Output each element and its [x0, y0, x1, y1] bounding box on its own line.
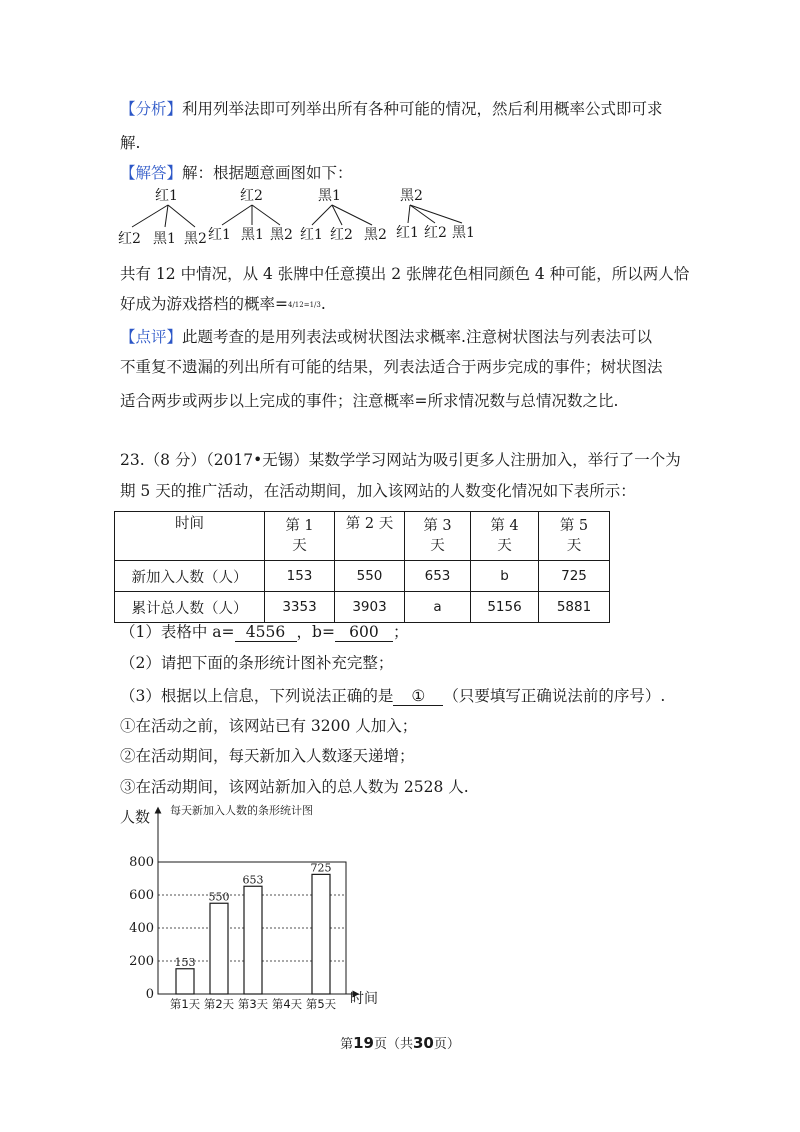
option-1: ①在活动之前，该网站已有 3200 人加入； [120, 717, 418, 735]
table-cell: b [471, 561, 539, 592]
conclusion-line-1: 共有 12 中情况，从 4 张牌中任意摸出 2 张牌花色相同颜色 4 种可能，所以两人恰 [120, 265, 690, 283]
analysis-line-1 [120, 99, 663, 119]
solution-intro: 解：根据题意画图如下： [182, 164, 353, 182]
part-3-suffix: （只要填写正确说法前的序号）. [443, 687, 666, 705]
footer-suffix: 页） [433, 1037, 460, 1052]
tree-leaf: 黑1 [241, 227, 264, 243]
part-2: （2）请把下面的条形统计图补充完整； [120, 654, 394, 672]
option-3: ③在活动期间，该网站新加入的总人数为 2528 人. [120, 778, 469, 796]
part-3-prefix: （3）根据以上信息，下列说法正确的是 [120, 687, 394, 705]
question-line-2: 期 5 天的推广活动，在活动期间，加入该网站的人数变化情况如下表所示： [120, 482, 636, 500]
table-header-cell: 第 3 天 [405, 512, 471, 561]
chart-y-tick-label: 200 [129, 954, 154, 969]
tree-leaf: 黑2 [270, 227, 293, 243]
tree-leaf: 红2 [118, 231, 141, 247]
conclusion-suffix: . [320, 295, 326, 313]
comment-tag: 【点评】 [120, 328, 183, 346]
table-cell: 3903 [335, 592, 405, 623]
tree-leaf: 红1 [396, 225, 419, 241]
chart-bar [210, 903, 228, 994]
tree-leaf: 黑2 [184, 231, 207, 247]
bar-chart [110, 800, 410, 1015]
chart-bar [176, 969, 194, 994]
table-cell: 725 [539, 561, 610, 592]
table-cell: 5881 [539, 592, 610, 623]
tree-group-3 [300, 188, 387, 243]
chart-bar [244, 886, 262, 994]
part-1 [120, 622, 408, 642]
comment-line-3: 适合两步或两步以上完成的事件；注意概率=所求情况数与总情况数之比. [120, 392, 619, 410]
tree-leaf: 红2 [424, 225, 447, 241]
table-cell: 5156 [471, 592, 539, 623]
question-line-1: 23.（8 分）（2017•无锡）某数学学习网站为吸引更多人注册加入，举行了一个为 [120, 451, 681, 469]
comment-line-1 [120, 327, 652, 347]
tree-leaf: 红1 [208, 227, 231, 243]
chart-bar [312, 874, 330, 994]
table-cell: 新加入人数（人） [115, 561, 265, 592]
analysis-text-1: 利用列举法即可列举出所有各种可能的情况，然后利用概率公式即可求 [182, 100, 663, 118]
analysis-tag: 【分析】 [120, 100, 183, 118]
table-cell: a [405, 592, 471, 623]
chart-x-tick-label: 第4天 [271, 997, 303, 1011]
comment-text-1: 此题考查的是用列表法或树状图法求概率.注意树状图法与列表法可以 [182, 328, 652, 346]
part-1-mid: ，b= [296, 623, 335, 641]
analysis-line-2: 解. [120, 134, 141, 152]
chart-y-tick-label: 0 [145, 987, 154, 1002]
table-header-cell: 第 4 天 [471, 512, 539, 561]
part-1-suffix: ； [392, 623, 409, 641]
solution-line [120, 163, 353, 183]
table-row [115, 561, 610, 592]
chart-data-label: 153 [174, 955, 196, 969]
table-cell: 累计总人数（人） [115, 592, 265, 623]
probability-fraction: 4/12=1/3 [288, 301, 321, 309]
data-table [114, 511, 610, 623]
table-header-cell: 第 2 天 [335, 512, 405, 561]
tree-root: 黑1 [318, 188, 341, 204]
part-1-prefix: （1）表格中 a= [120, 623, 235, 641]
comment-line-2: 不重复不遗漏的列出所有可能的结果，列表法适合于两步完成的事件；树状图法 [120, 358, 663, 376]
chart-data-label: 725 [310, 861, 332, 875]
tree-diagram [110, 185, 510, 247]
footer-page-total: 30 [413, 1034, 434, 1052]
tree-leaf: 黑1 [452, 225, 475, 241]
table-header-row [115, 512, 610, 561]
chart-x-tick-label: 第5天 [305, 997, 337, 1011]
tree-root: 红2 [240, 188, 263, 204]
part-3 [120, 686, 665, 706]
option-2: ②在活动期间，每天新加入人数逐天递增； [120, 747, 415, 765]
table-cell: 3353 [265, 592, 335, 623]
chart-title: 每天新加入人数的条形统计图 [170, 804, 313, 817]
tree-leaf: 黑1 [153, 231, 176, 247]
solution-tag: 【解答】 [120, 164, 183, 182]
chart-data-label: 550 [208, 890, 230, 904]
tree-leaf: 红2 [330, 227, 353, 243]
table-cell: 550 [335, 561, 405, 592]
footer-prefix: 第 [340, 1037, 354, 1052]
chart-y-tick-label: 600 [129, 888, 154, 903]
tree-leaf: 红1 [300, 227, 323, 243]
chart-y-ticks [129, 855, 154, 1002]
table-header-cell: 第 5 天 [539, 512, 610, 561]
chart-x-ticks [170, 997, 337, 1011]
tree-group-2 [208, 188, 293, 243]
chart-y-tick-label: 400 [129, 921, 154, 936]
table-header-cell: 时间 [115, 512, 265, 561]
table-header-cell: 第 1 天 [265, 512, 335, 561]
tree-root: 黑2 [400, 188, 423, 204]
footer-page-number: 19 [353, 1034, 374, 1052]
answer-b: 600 [335, 623, 393, 642]
chart-x-tick-label: 第3天 [237, 997, 269, 1011]
chart-data-label: 653 [242, 873, 264, 887]
tree-root: 红1 [155, 188, 178, 204]
table-cell: 153 [265, 561, 335, 592]
tree-group-4 [396, 188, 475, 241]
conclusion-line-2 [120, 294, 326, 315]
answer-a: 4556 [235, 623, 297, 642]
chart-y-tick-label: 800 [129, 855, 154, 870]
answer-3: ① [393, 687, 443, 706]
chart-xlabel: 时间 [350, 991, 378, 1007]
chart-x-tick-label: 第2天 [203, 997, 235, 1011]
tree-group-1 [118, 188, 207, 247]
table-cell: 653 [405, 561, 471, 592]
chart-ylabel: 人数 [120, 808, 151, 826]
chart-x-tick-label: 第1天 [169, 997, 201, 1011]
footer-mid: 页（共 [373, 1037, 413, 1052]
tree-leaf: 黑2 [364, 227, 387, 243]
page-footer [0, 1033, 800, 1052]
conclusion-prefix: 好成为游戏搭档的概率= [120, 295, 288, 313]
table-row [115, 592, 610, 623]
